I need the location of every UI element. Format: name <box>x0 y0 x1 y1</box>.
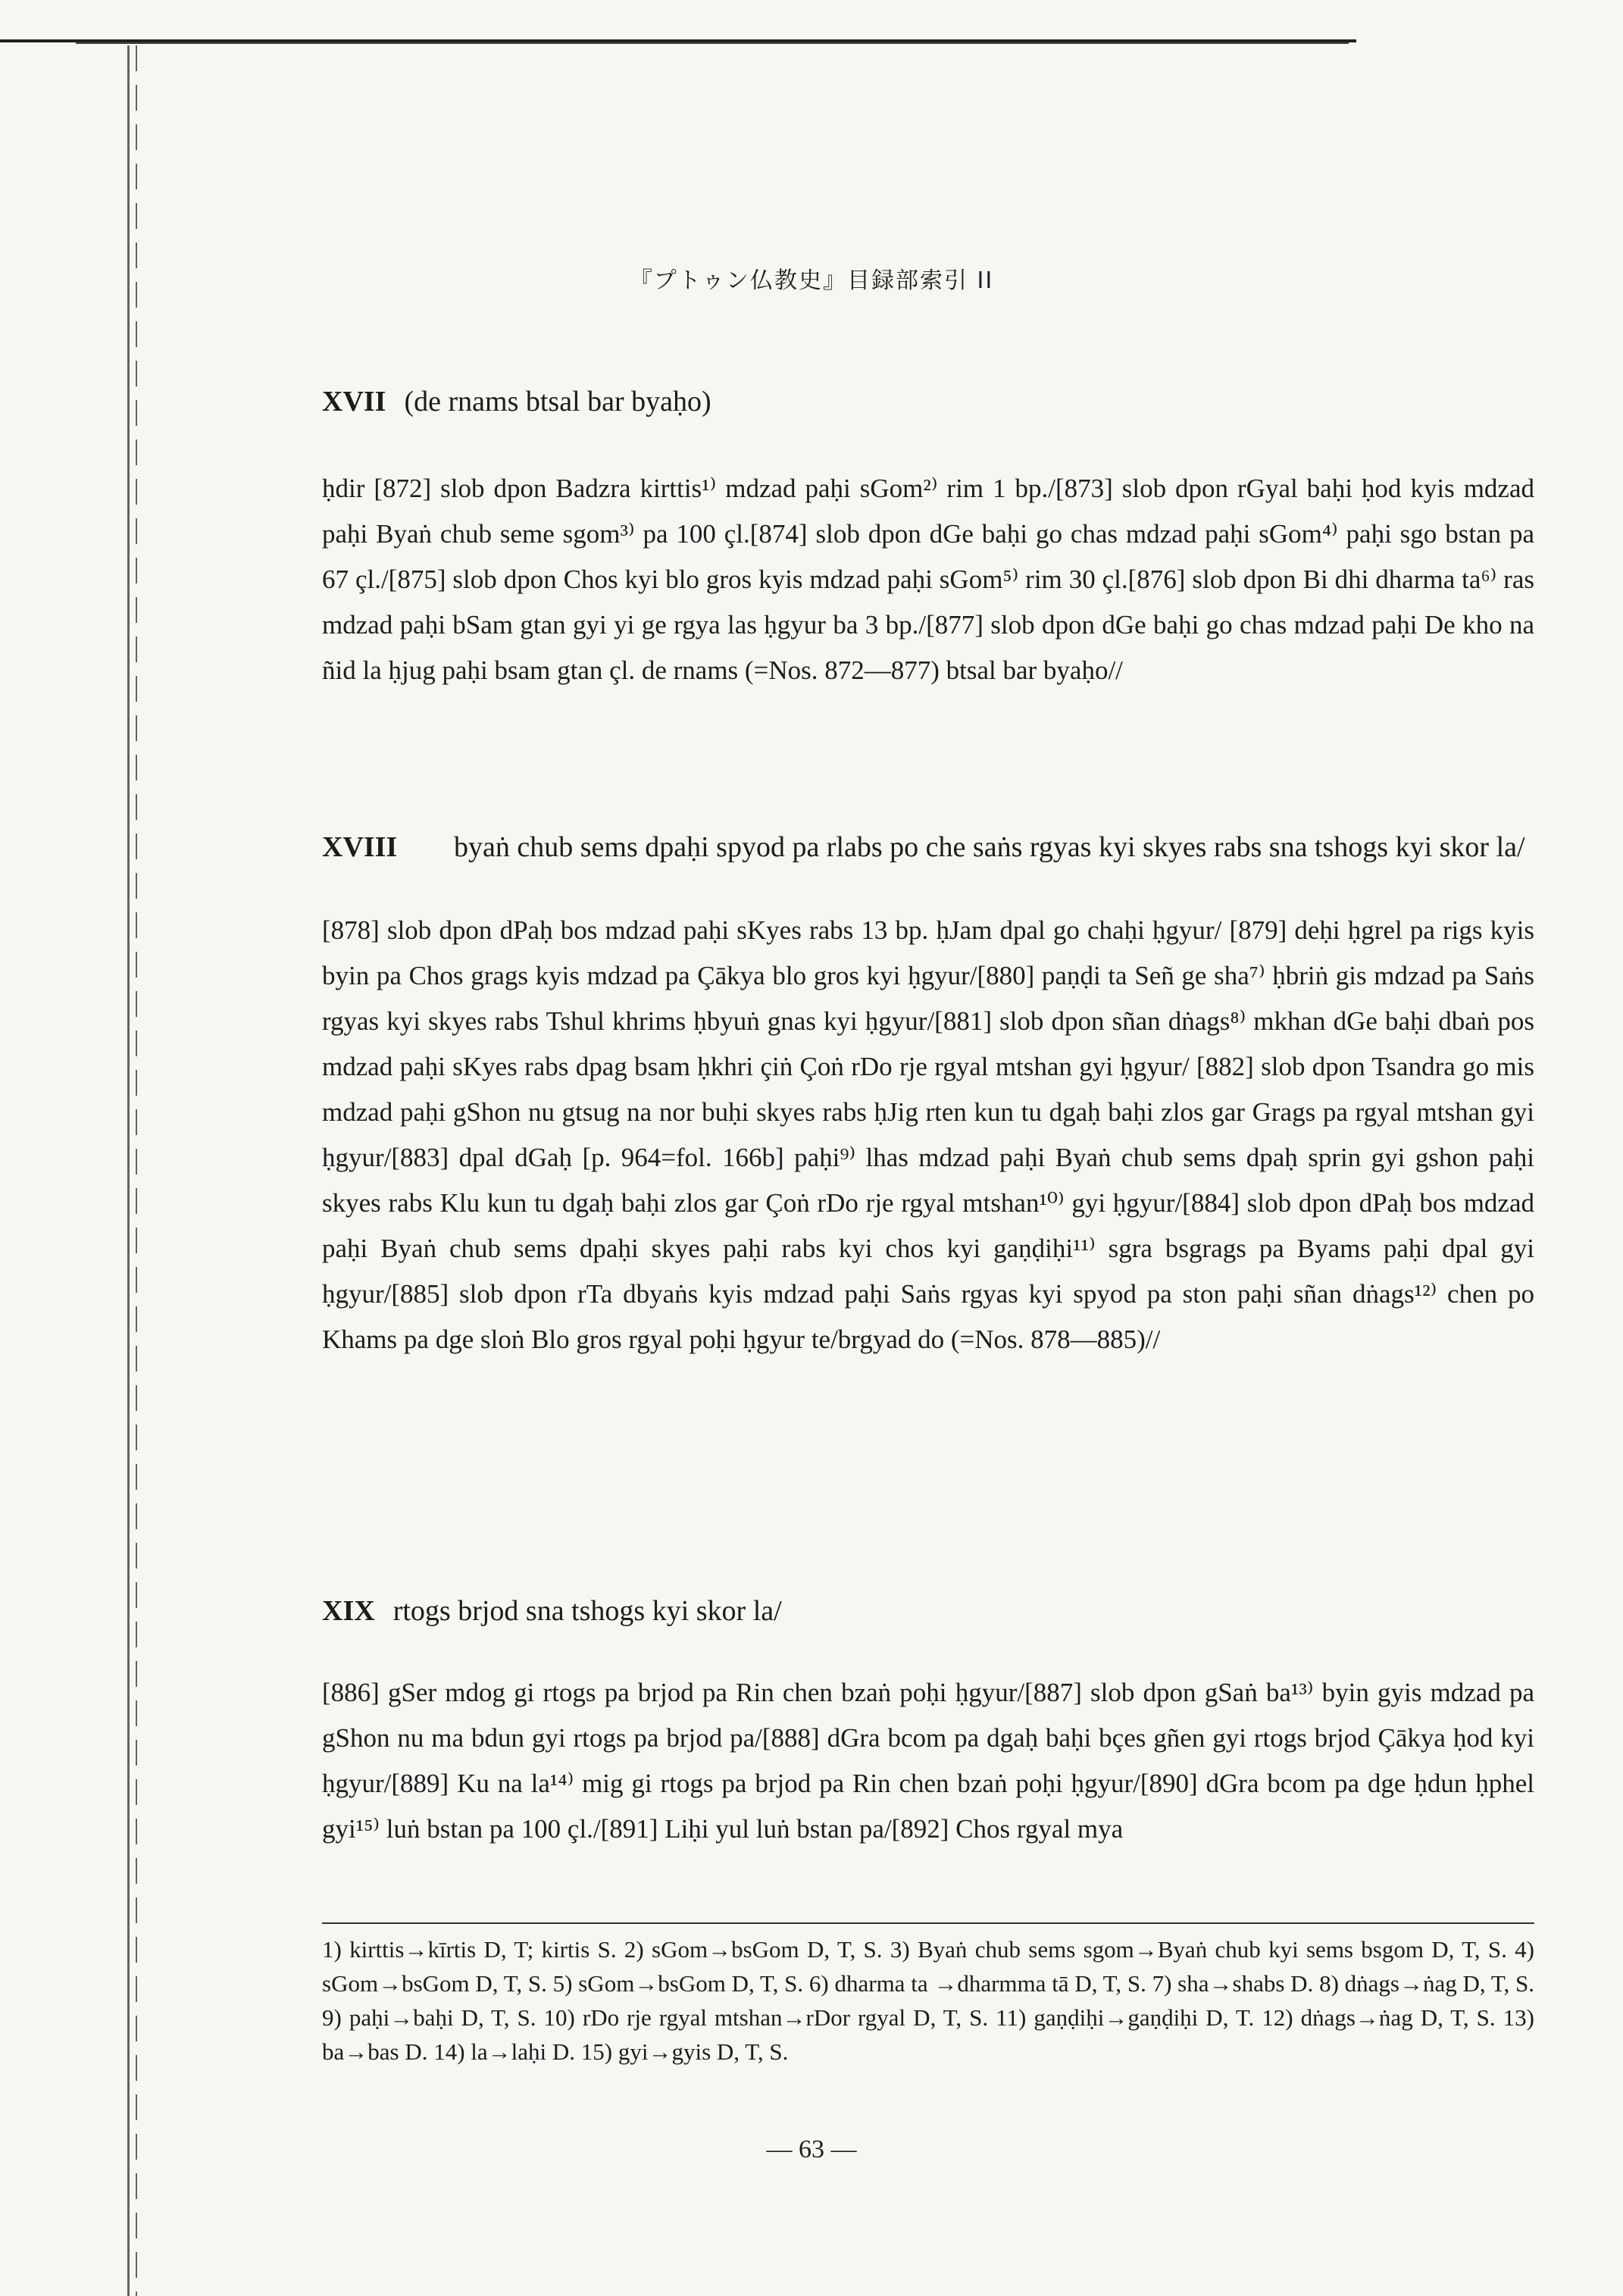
section-body: [878] slob dpon dPaḥ bos mdzad paḥi sKyes rabs 13 bp. ḥJam dpal go chaḥi ḥgyur/ [879] deḥi ḥgrel pa rigs kyis byin pa Chos grags kyis mdzad pa Çākya blo gros kyi ḥgyur/[880] paṇḍi ta Señ ge sha⁷⁾ ḥbriṅ gis mdzad pa Saṅs rgyas kyi skyes rabs Tshul khrims ḥbyuṅ gnas kyi ḥgyur/[881] slob dpon sñan dṅags⁸⁾ mkhan dGe baḥi dbaṅ pos mdzad paḥi sKyes rabs dpag bsam ḥkhri çiṅ Çoṅ rDo rje rgyal mtshan gyi ḥgyur/ [882] slob dpon Tsandra go mis mdzad paḥi gShon nu gtsug na nor buḥi skyes rabs ḥJig rten kun tu dgaḥ baḥi zlos gar Grags pa rgyal mtshan gyi ḥgyur/[883] dpal dGaḥ [p. 964=fol. 166b] paḥi⁹⁾ lhas mdzad paḥi Byaṅ chub sems dpaḥ sprin gyi gshon paḥi skyes rabs Klu kun tu dgaḥ baḥi zlos gar Çoṅ rDo rje rgyal mtshan¹⁰⁾ gyi ḥgyur/[884] slob dpon dPaḥ bos mdzad paḥi Byaṅ chub sems dpaḥi skyes paḥi rabs kyi chos kyi gaṇḍiḥi¹¹⁾ sgra bsgrags pa Byams paḥi dpal gyi ḥgyur/[885] slob dpon rTa dbyaṅs kyis mdzad paḥi Saṅs rgyas kyi spyod pa ston paḥi sñan dṅags¹²⁾ chen po Khams pa dge sloṅ Blo gros rgyal poḥi ḥgyur te/brgyad do (=Nos. 878—885)// <box>322 915 1534 1354</box>
section-xviii <box>322 824 1534 1362</box>
section-xvii <box>322 379 1534 693</box>
section-heading: XIX rtogs brjod sna tshogs kyi skor la/ <box>322 1595 782 1627</box>
section-heading: XVII (de rnams btsal bar byaḥo) <box>322 386 711 418</box>
page-number: — 63 — <box>766 2135 857 2163</box>
binding-edge <box>127 45 140 2296</box>
section-body: ḥdir [872] slob dpon Badzra kirttis¹⁾ mdzad paḥi sGom²⁾ rim 1 bp./[873] slob dpon rGyal baḥi ḥod kyis mdzad paḥi Byaṅ chub seme sgom³⁾ pa 100 çl.[874] slob dpon dGe baḥi go chas mdzad paḥi sGom⁴⁾ paḥi sgo bstan pa 67 çl./[875] slob dpon Chos kyi blo gros kyis mdzad paḥi sGom⁵⁾ rim 30 çl.[876] slob dpon Bi dhi dharma ta⁶⁾ ras mdzad paḥi bSam gtan gyi yi ge rgya las ḥgyur ba 3 bp./[877] slob dpon dGe baḥi go chas mdzad paḥi De kho na ñid la ḥjug paḥi bsam gtan çl. de rnams (=Nos. 872—877) btsal bar byaḥo// <box>322 474 1534 685</box>
running-header: 『プトゥン仏教史』目録部索引 II <box>629 267 994 294</box>
section-body: [886] gSer mdog gi rtogs pa brjod pa Rin chen bzaṅ poḥi ḥgyur/[887] slob dpon gSaṅ ba¹³⁾ byin gyis mdzad pa gShon nu ma bdun gyi rtogs pa brjod pa/[888] dGra bcom pa dgaḥ baḥi bçes gñen gyi rtogs brjod Çākya ḥod kyi ḥgyur/[889] Ku na la¹⁴⁾ mig gi rtogs pa brjod pa Rin chen bzaṅ poḥi ḥgyur/[890] dGra bcom pa dge ḥdun ḥphel gyi¹⁵⁾ luṅ bstan pa 100 çl./[891] Liḥi yul luṅ bstan pa/[892] Chos rgyal mya <box>322 1678 1534 1844</box>
section-heading: XVIII byaṅ chub sems dpaḥi spyod pa rlabs po che saṅs rgyas kyi skyes rabs sna tshogs kyi skor la/ <box>322 831 1525 863</box>
section-xix <box>322 1588 1534 1852</box>
footnote-rule <box>322 1922 1534 1924</box>
top-rule <box>0 39 1356 42</box>
footnotes: 1) kirttis→kīrtis D, T; kirtis S. 2) sGom→bsGom D, T, S. 3) Byaṅ chub sems sgom→Byaṅ chub kyi sems bsgom D, T, S. 4) sGom→bsGom D, T, S. 5) sGom→bsGom D, T, S. 6) dharma ta →dharmma tā D, T, S. 7) sha→shabs D. 8) dṅags→ṅag D, T, S. 9) paḥi→baḥi D, T, S. 10) rDo rje rgyal mtshan→rDor rgyal D, T, S. 11) gaṇḍiḥi→gaṇḍiḥi D, T. 12) dṅags→ṅag D, T, S. 13) ba→bas D. 14) la→laḥi D. 15) gyi→gyis D, T, S. <box>322 1936 1534 2065</box>
